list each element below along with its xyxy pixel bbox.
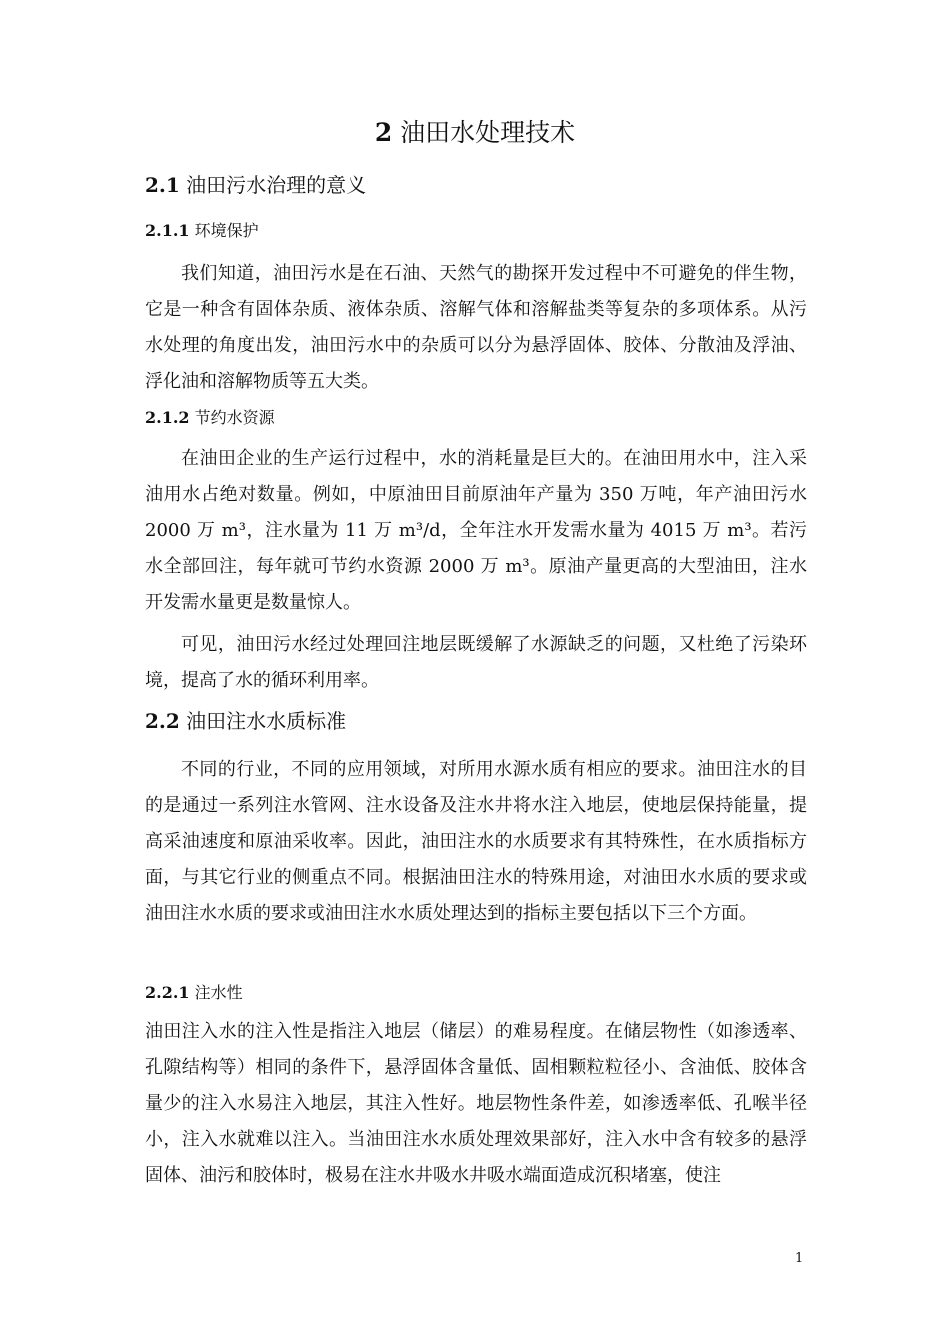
paragraph-environment: 我们知道，油田污水是在石油、天然气的勘探开发过程中不可避免的伴生物，它是一种含有固体杂质、液体杂质、溶解气体和溶解盐类等复杂的多项体系。从污水处理的角度出发，油田污水中的杂质可以分为悬浮固体、胶体、分散油及浮油、浮化油和溶解物质等五大类。 [145,263,807,392]
paragraph-conclusion: 可见，油田污水经过处理回注地层既缓解了水源缺乏的问题，又杜绝了污染环境，提高了水的循环利用率。 [145,634,807,691]
chapter-title [0,116,950,150]
paragraph-injectivity: 油田注入水的注入性是指注入地层（储层）的难易程度。在储层物性（如渗透率、孔隙结构等）相同的条件下，悬浮固体含量低、固相颗粒粒径小、含油低、胶体含量少的注入水易注入地层，其注入性好。地层物性条件差，如渗透率低、孔喉半径小，注入水就难以注入。当油田注水水质处理效果部好，注入水中含有较多的悬浮固体、油污和胶体时，极易在注水井吸水井吸水端面造成沉积堵塞，使注 [145,1021,807,1186]
chapter-title-text: 油田水处理技术 [400,118,576,147]
subsection-title: 注水性 [194,983,243,1002]
subsection-heading-2-1-2 [145,405,275,431]
paragraph-water-saving: 在油田企业的生产运行过程中，水的消耗量是巨大的。在油田用水中，注入采油用水占绝对数量。例如，中原油田目前原油年产量为 350 万吨，年产油田污水 2000 万 m³，注水量为 11 万 m³/d，全年注水开发需水量为 4015 万 m³。若污水全部回注，每年就可节约水资源 2000 万 m³。原油产量更高的大型油田，注水开发需水量更是数量惊人。 [145,448,807,613]
subsection-heading-2-2-1 [145,980,243,1006]
subsection-number: 2.2.1 [145,983,190,1002]
subsection-number: 2.1.1 [145,221,190,240]
subsection-number: 2.1.2 [145,408,190,427]
section-title: 油田污水治理的意义 [186,173,367,197]
subsection-title: 环境保护 [194,221,259,240]
section-number: 2.2 [145,709,180,733]
section-heading-2-2 [145,706,346,736]
subsection-heading-2-1-1 [145,218,259,244]
chapter-number: 2 [374,118,393,147]
section-title: 油田注水水质标准 [186,709,347,733]
subsection-title: 节约水资源 [194,408,275,427]
section-number: 2.1 [145,173,180,197]
section-heading-2-1 [145,170,366,200]
paragraph-water-quality: 不同的行业，不同的应用领域，对所用水源水质有相应的要求。油田注水的目的是通过一系列注水管网、注水设备及注水井将水注入地层，使地层保持能量，提高采油速度和原油采收率。因此，油田注水的水质要求有其特殊性，在水质指标方面，与其它行业的侧重点不同。根据油田注水的特殊用途，对油田水水质的要求或油田注水水质的要求或油田注水水质处理达到的指标主要包括以下三个方面。 [145,759,807,924]
page-number: 1 [795,1251,804,1266]
